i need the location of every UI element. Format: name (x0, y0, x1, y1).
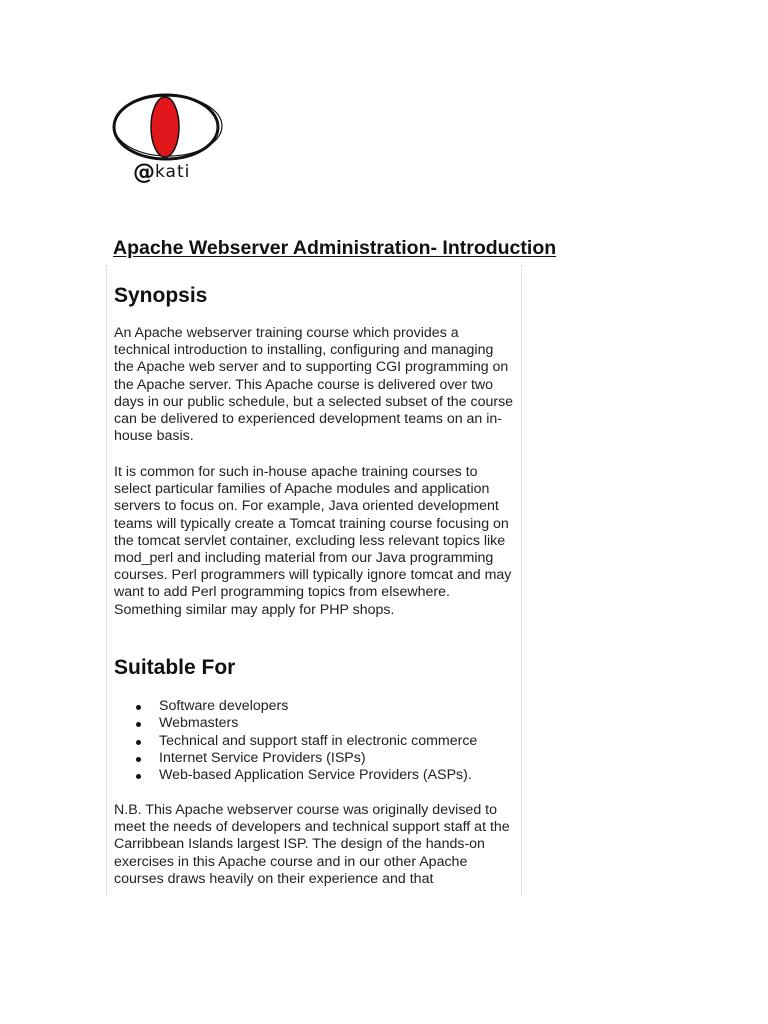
suitable-for-list (114, 698, 477, 784)
document-title: Apache Webserver Administration- Introduction (113, 237, 557, 259)
logo-at-symbol: @ (133, 160, 155, 185)
list-item: Internet Service Providers (ISPs) (114, 750, 477, 767)
company-logo (110, 90, 225, 190)
synopsis-paragraph-1: An Apache webserver training course which provides a technical introduction to installing, configuring and managing the Apache web server and to supporting CGI programming on the Apache server. This Apache course is delivered over two days in our public schedule, but a selected subset of the course can be delivered to experienced development teams on an in-house basis. (114, 325, 514, 445)
list-item: Webmasters (114, 715, 477, 732)
logo-brand-text: kati (155, 162, 191, 182)
list-item: Software developers (114, 698, 477, 715)
eye-logo-icon (110, 90, 225, 165)
logo-wordmark (133, 160, 190, 185)
suitable-for-heading: Suitable For (114, 656, 236, 679)
synopsis-heading: Synopsis (114, 284, 208, 307)
list-item: Web-based Application Service Providers (ASPs). (114, 767, 477, 784)
note-paragraph: N.B. This Apache webserver course was originally devised to meet the needs of developers and technical support staff at the Carribbean Islands largest ISP. The design of the hands-on exercises in this Apache course and in our other Apache courses draws heavily on their experience and that (114, 802, 510, 887)
course-content (106, 265, 522, 895)
synopsis-paragraph-2: It is common for such in-house apache training courses to select particular families of Apache modules and application servers to focus on. For example, Java oriented development teams will typically create a Tomcat training course focusing on the tomcat servlet container, excluding less relevant topics like mod_perl and including material from our Java programming courses. Perl programmers will typically ignore tomcat and may want to add Perl programming topics from elsewhere. Something similar may apply for PHP shops. (114, 464, 512, 618)
list-item: Technical and support staff in electronic commerce (114, 733, 477, 750)
